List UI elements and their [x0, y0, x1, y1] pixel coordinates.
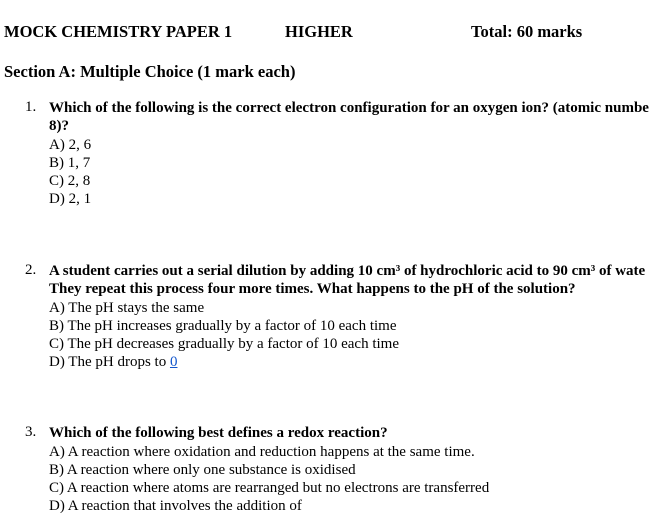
- question-text: [49, 99, 649, 135]
- question-number: 2.: [25, 262, 37, 278]
- answer-options: [49, 443, 489, 515]
- comment-link[interactable]: 0: [169, 354, 178, 370]
- total-marks: Total: 60 marks: [471, 22, 583, 41]
- paper-tier: HIGHER: [285, 22, 353, 41]
- option-d: D) A reaction that involves the addition of: [49, 498, 302, 514]
- option-a: A) 2, 6: [49, 137, 92, 153]
- question-line: 8)?: [49, 118, 69, 134]
- option-d-text: D) The pH drops to: [49, 354, 170, 370]
- option-d: [49, 353, 399, 371]
- question-line: Which of the following best defines a redox reaction?: [49, 425, 388, 441]
- question-text: [49, 262, 645, 298]
- question-line: A student carries out a serial dilution by adding 10 cm³ of hydrochloric acid to 90 cm³ of wate: [49, 263, 646, 279]
- option-b: B) 1, 7: [49, 155, 91, 171]
- section-title: Section A: Multiple Choice (1 mark each): [4, 62, 296, 81]
- option-c: C) The pH decreases gradually by a factor of 10 each time: [49, 336, 399, 352]
- question-line: They repeat this process four more times. What happens to the pH of the solution?: [49, 281, 576, 297]
- option-c: C) 2, 8: [49, 173, 91, 189]
- question-number: 1.: [25, 99, 37, 115]
- question-number: 3.: [25, 424, 37, 440]
- paper-title: MOCK CHEMISTRY PAPER 1: [4, 22, 233, 41]
- option-a: A) A reaction where oxidation and reduction happens at the same time.: [49, 444, 475, 460]
- question-line: Which of the following is the correct electron configuration for an oxygen ion? (atomic numbe: [49, 100, 649, 116]
- option-d: D) 2, 1: [49, 191, 92, 207]
- paper-header: [4, 22, 668, 44]
- option-c: C) A reaction where atoms are rearranged but no electrons are transferred: [49, 480, 490, 496]
- answer-options: [49, 136, 91, 208]
- option-a: A) The pH stays the same: [49, 300, 205, 316]
- option-b: B) The pH increases gradually by a factor of 10 each time: [49, 318, 397, 334]
- answer-options: [49, 299, 399, 371]
- option-b: B) A reaction where only one substance is oxidised: [49, 462, 356, 478]
- question-text: [49, 424, 388, 442]
